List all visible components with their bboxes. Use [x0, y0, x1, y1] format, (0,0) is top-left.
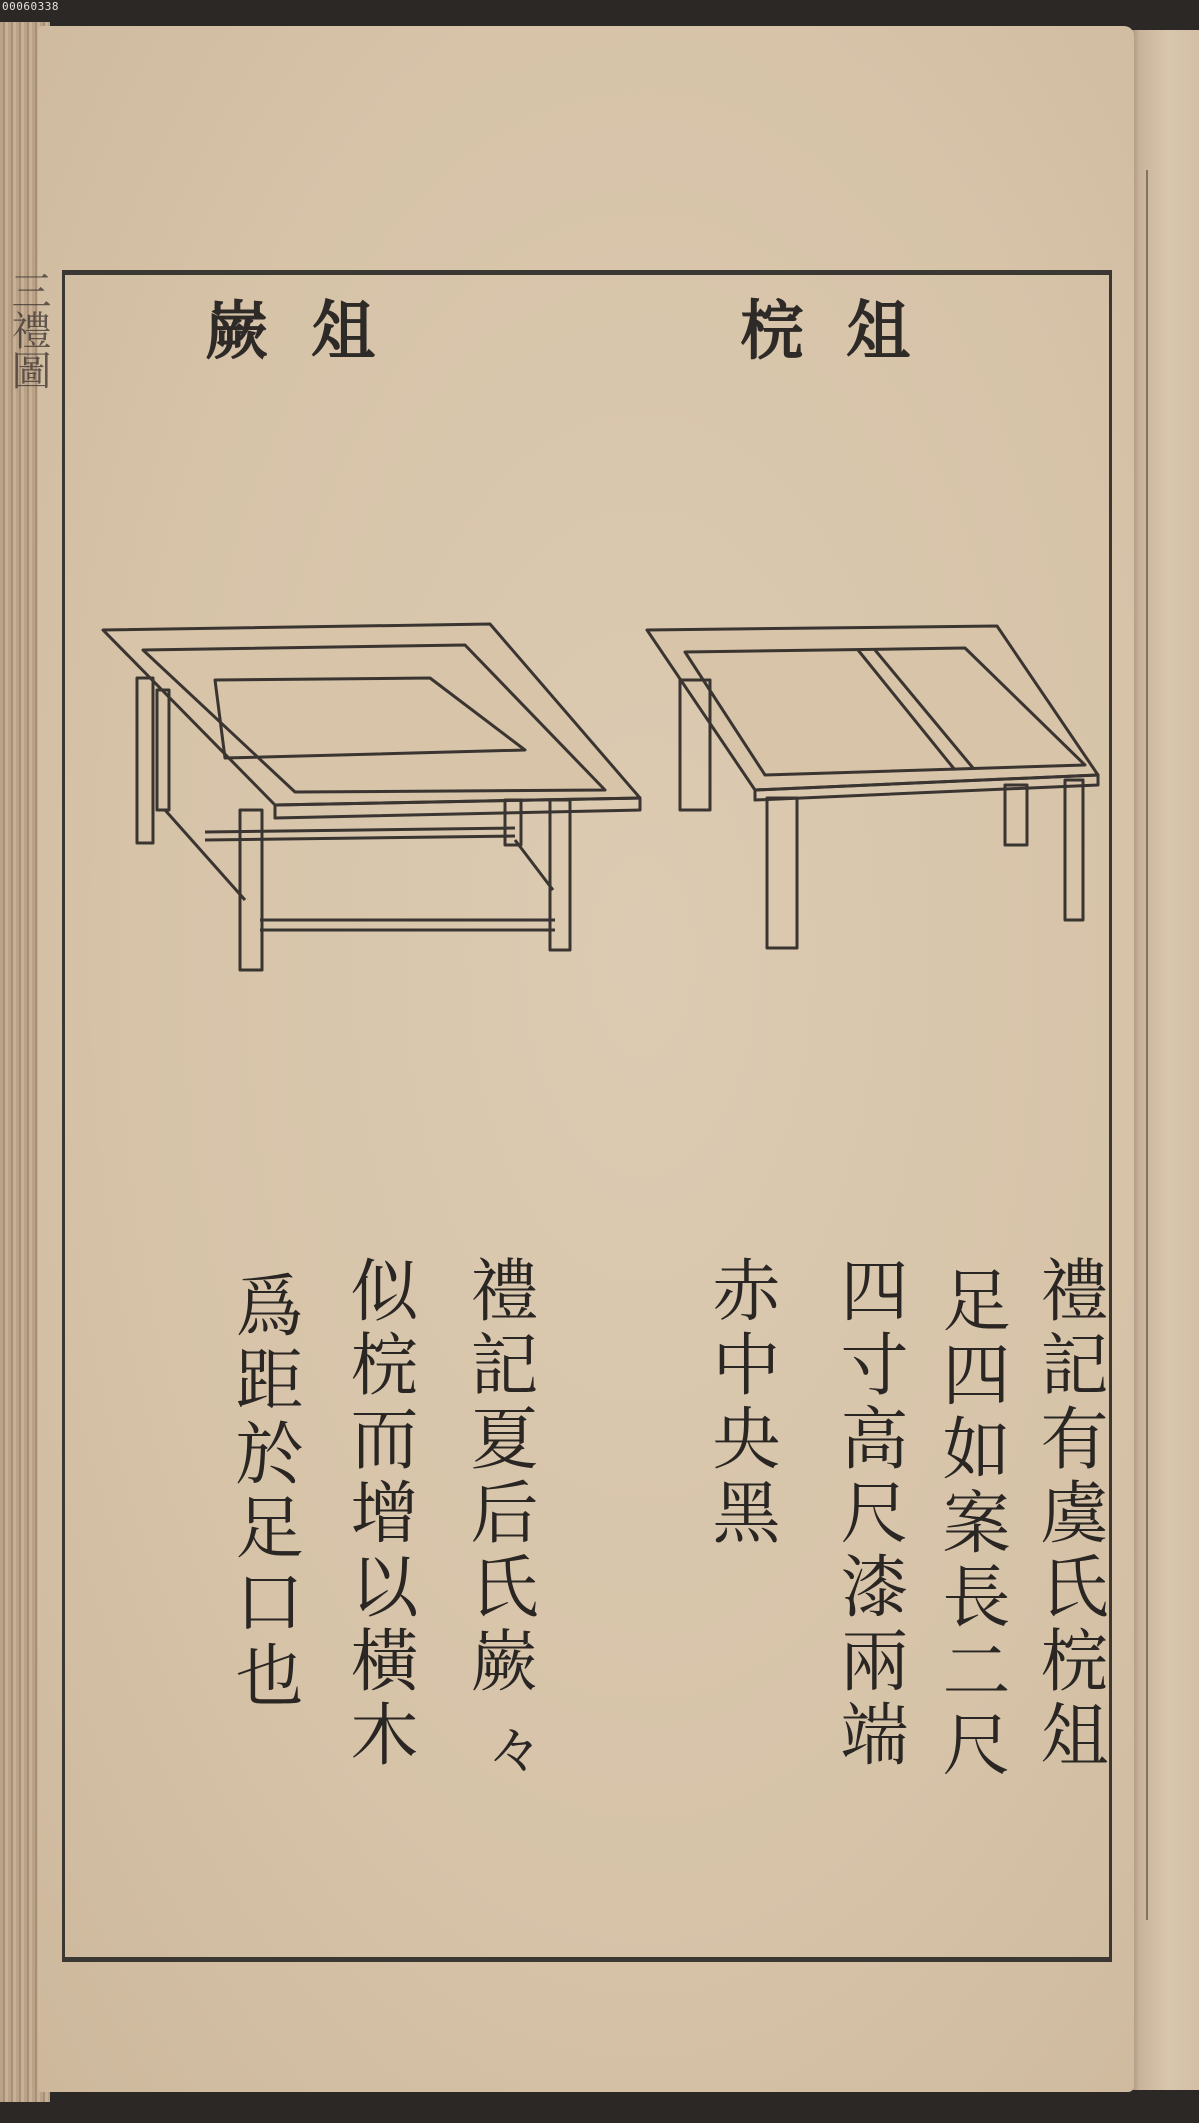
entry-xiahou-col-3: 爲距於足口也	[224, 1270, 303, 1714]
facing-page-frame-line	[1146, 170, 1148, 1920]
title-left: 嶡俎	[205, 294, 417, 369]
facing-page	[1128, 30, 1199, 2090]
repeat-mark: 々	[478, 1720, 543, 1776]
entry-youyu	[700, 1255, 1120, 1935]
simple-table-icon	[647, 626, 1098, 948]
table-with-crossbars-icon	[103, 624, 640, 970]
entry-youyu-col-4: 赤中央黑	[701, 1255, 780, 1551]
entry-youyu-col-2: 足四如案長二尺	[931, 1265, 1010, 1783]
title-right: 梡俎	[740, 294, 952, 369]
spine-label: 三禮圖	[5, 270, 51, 390]
illustration-area	[95, 600, 1115, 990]
entry-xiahou-col-2: 似梡而增以橫木	[339, 1255, 418, 1773]
scan-id-label: 00060338	[2, 0, 59, 13]
entry-xiahou-col-1: 禮記夏后氏嶡	[459, 1255, 538, 1699]
entry-xiahou	[210, 1255, 610, 1935]
entry-youyu-col-1: 禮記有虞氏梡俎	[1029, 1255, 1108, 1773]
entry-youyu-col-3: 四寸高尺漆兩端	[829, 1255, 908, 1773]
